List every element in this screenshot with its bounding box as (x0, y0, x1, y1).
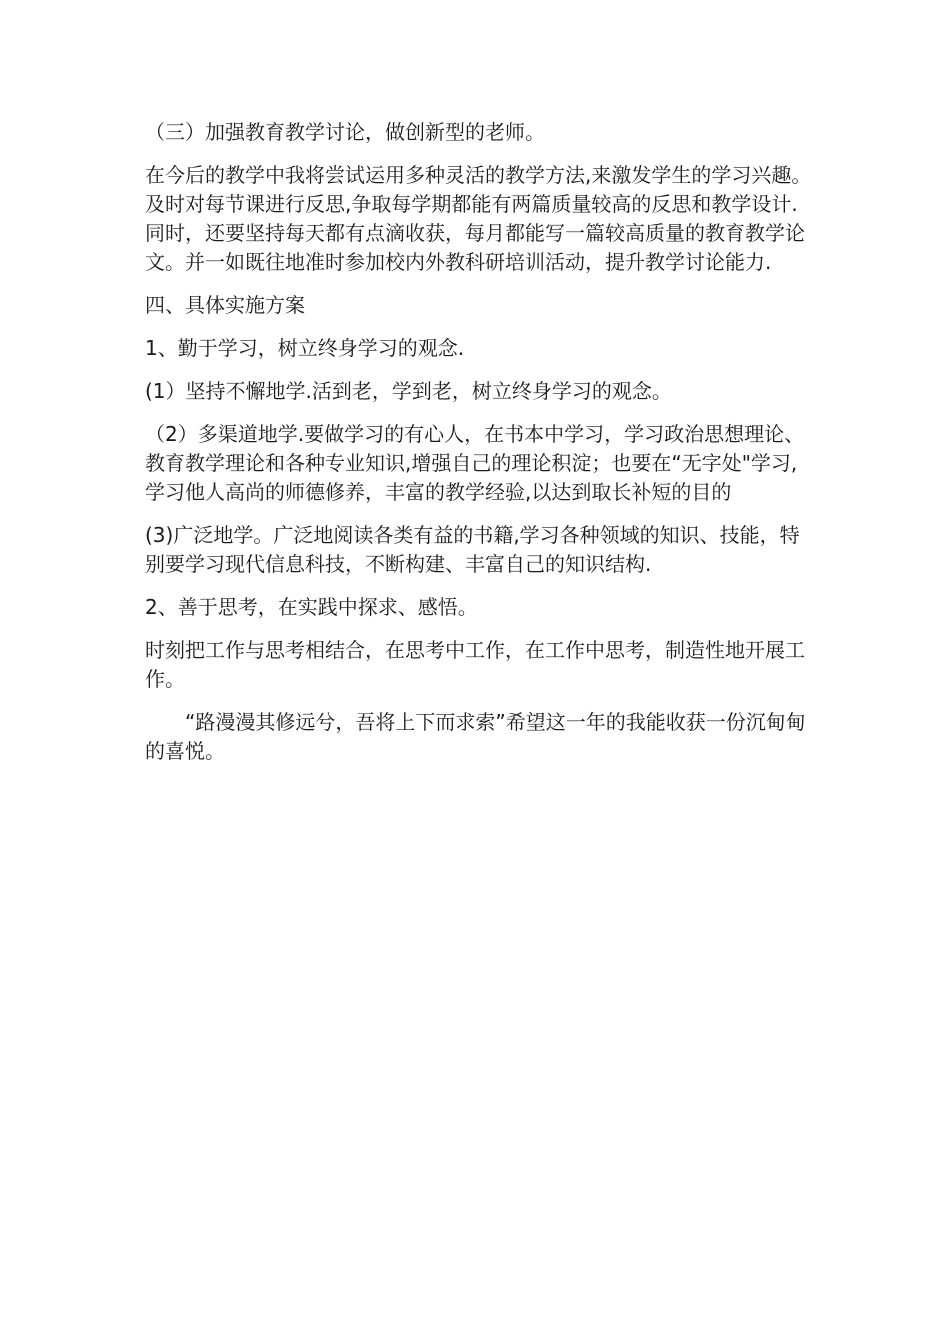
section-heading-implementation-plan: 四、具体实施方案 (145, 293, 305, 317)
subitem-broad-learning: (3)广泛地学。广泛地阅读各类有益的书籍,学习各种领域的知识、技能，特别要学习现代信息科技，不断构建、丰富自己的知识结构. (145, 523, 800, 576)
item-good-at-thinking: 2、善于思考，在实践中探求、感悟。 (145, 595, 478, 619)
paragraph-work-and-thinking: 时刻把工作与思考相结合，在思考中工作，在工作中思考，制造性地开展工作。 (145, 638, 805, 691)
paragraph-teaching-methods: 在今后的教学中我将尝试运用多种灵活的教学方法,来激发学生的学习兴趣。及时对每节课进行反思,争取每学期都能有两篇质量较高的反思和教学设计.同时，还要坚持每天都有点滴收获，每月都能写一篇较高质量的教育教学论文。并一如既往地准时参加校内外教科研培训活动，提升教学讨论能力. (145, 163, 812, 274)
subitem-persistent-learning: (1）坚持不懈地学.活到老，学到老，树立终身学习的观念。 (145, 379, 672, 403)
item-diligent-learning: 1、勤于学习，树立终身学习的观念. (145, 336, 465, 360)
closing-quote-paragraph: “路漫漫其修远兮，吾将上下而求索”希望这一年的我能收获一份沉甸甸的喜悦。 (145, 710, 806, 763)
document-body (145, 118, 815, 780)
subitem-multichannel-learning: （2）多渠道地学.要做学习的有心人，在书本中学习，学习政治思想理论、教育教学理论和各种专业知识,增强自己的理论积淀；也要在“无字处"学习,学习他人高尚的师德修养，丰富的教学经验,以达到取长补短的目的 (145, 422, 805, 504)
section-heading-strengthen-research: （三）加强教育教学讨论，做创新型的老师。 (145, 120, 545, 144)
